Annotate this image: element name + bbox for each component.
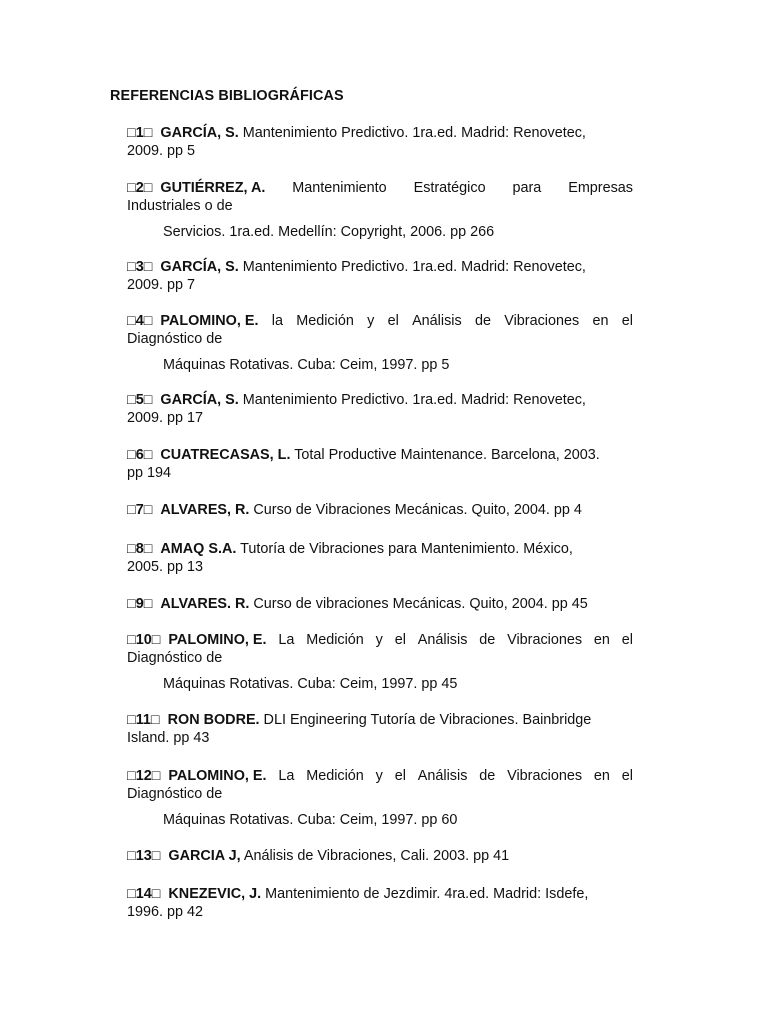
reference-first-line — [127, 540, 633, 558]
reference-word: Medición — [296, 313, 354, 329]
reference-text: Mantenimiento Predictivo. 1ra.ed. Madrid: Renovetec, — [238, 392, 586, 408]
reference-entry — [127, 179, 633, 241]
reference-word: Vibraciones — [504, 313, 580, 329]
reference-number: □9□ — [127, 596, 153, 612]
reference-word: y — [367, 313, 375, 329]
reference-word: el — [621, 768, 633, 784]
reference-number: □10□ — [127, 632, 161, 648]
reference-first-line — [127, 631, 633, 649]
reference-author: KNEZEVIC, J. — [168, 886, 262, 902]
reference-first-line — [127, 391, 633, 409]
reference-continuation: Island. pp 43 — [127, 730, 210, 746]
reference-number: □1□ — [127, 125, 153, 141]
reference-number: □11□ — [127, 712, 160, 728]
reference-entry — [127, 767, 633, 829]
reference-text: Mantenimiento de Jezdimir. 4ra.ed. Madrid: Isdefe, — [261, 886, 589, 902]
reference-first-line — [127, 312, 633, 330]
reference-author: GUTIÉRREZ, A. — [160, 180, 266, 196]
reference-number: □4□ — [127, 313, 153, 329]
reference-text: Curso de vibraciones Mecánicas. Quito, 2004. pp 45 — [249, 596, 588, 612]
reference-continuation: 1996. pp 42 — [127, 904, 204, 920]
reference-entry — [127, 885, 633, 921]
reference-word: y — [375, 632, 383, 648]
reference-number: □7□ — [127, 502, 153, 518]
reference-word: el — [621, 632, 633, 648]
reference-author: PALOMINO, E. — [168, 768, 267, 784]
reference-word: Análisis — [412, 313, 462, 329]
reference-continuation: 2009. pp 17 — [127, 410, 204, 426]
reference-first-line — [127, 767, 633, 785]
reference-number: □12□ — [127, 768, 161, 784]
reference-first-line — [127, 258, 633, 276]
reference-entry — [127, 124, 633, 160]
reference-entry — [127, 847, 633, 865]
reference-word: de — [479, 632, 496, 648]
reference-text: Mantenimiento Predictivo. 1ra.ed. Madrid: Renovetec, — [238, 125, 586, 141]
reference-indented-line: Máquinas Rotativas. Cuba: Ceim, 1997. pp 45 — [163, 676, 458, 692]
reference-entry — [127, 540, 633, 576]
reference-lead — [127, 767, 266, 785]
reference-author: PALOMINO, E. — [168, 632, 267, 648]
reference-indented-line: Máquinas Rotativas. Cuba: Ceim, 1997. pp 5 — [163, 357, 450, 373]
reference-word: Estratégico — [413, 180, 486, 196]
reference-first-line — [127, 501, 633, 519]
reference-entry — [127, 258, 633, 294]
reference-word: Análisis — [417, 632, 468, 648]
reference-author: PALOMINO, E. — [160, 313, 259, 329]
reference-continuation: Diagnóstico de — [127, 650, 223, 666]
page-title: REFERENCIAS BIBLIOGRÁFICAS — [110, 88, 344, 104]
reference-continuation: Diagnóstico de — [127, 786, 223, 802]
reference-word: en — [593, 632, 610, 648]
reference-continuation: 2009. pp 7 — [127, 277, 196, 293]
reference-entry — [127, 446, 633, 482]
reference-entry — [127, 501, 633, 519]
reference-word: La — [278, 768, 295, 784]
reference-first-line — [127, 446, 633, 464]
reference-word: de — [474, 313, 491, 329]
reference-indented-line: Servicios. 1ra.ed. Medellín: Copyright, 2006. pp 266 — [163, 224, 495, 240]
reference-word: Vibraciones — [507, 768, 583, 784]
reference-word: la — [271, 313, 283, 329]
reference-number: □6□ — [127, 447, 153, 463]
reference-word: Medición — [306, 768, 364, 784]
reference-word: Mantenimiento — [292, 180, 387, 196]
reference-word: el — [394, 768, 406, 784]
reference-lead — [127, 631, 266, 649]
reference-text: Total Productive Maintenance. Barcelona, 2003. — [290, 447, 600, 463]
reference-author: ALVARES. R. — [160, 596, 250, 612]
reference-author: CUATRECASAS, L. — [160, 447, 291, 463]
reference-text: DLI Engineering Tutoría de Vibraciones. Bainbridge — [259, 712, 592, 728]
reference-text: Mantenimiento Predictivo. 1ra.ed. Madrid: Renovetec, — [238, 259, 586, 275]
reference-continuation: Industriales o de — [127, 198, 233, 214]
reference-text: Tutoría de Vibraciones para Mantenimiento. México, — [236, 541, 573, 557]
reference-entry — [127, 711, 633, 747]
reference-word: Empresas — [568, 180, 633, 196]
reference-continuation: 2005. pp 13 — [127, 559, 204, 575]
reference-author: GARCÍA, S. — [160, 125, 239, 141]
reference-entry — [127, 595, 633, 613]
reference-word: en — [593, 768, 610, 784]
reference-entry — [127, 631, 633, 693]
reference-number: □5□ — [127, 392, 153, 408]
reference-word: el — [387, 313, 399, 329]
reference-text: Análisis de Vibraciones, Cali. 2003. pp 41 — [240, 848, 510, 864]
reference-word: el — [394, 632, 406, 648]
reference-word: Análisis — [417, 768, 468, 784]
reference-word: para — [512, 180, 542, 196]
reference-lead — [127, 179, 265, 197]
reference-first-line — [127, 711, 633, 729]
reference-author: AMAQ S.A. — [160, 541, 237, 557]
reference-word: y — [375, 768, 383, 784]
reference-number: □14□ — [127, 886, 161, 902]
reference-word: el — [621, 313, 633, 329]
reference-number: □8□ — [127, 541, 153, 557]
reference-text: Curso de Vibraciones Mecánicas. Quito, 2004. pp 4 — [249, 502, 582, 518]
reference-number: □2□ — [127, 180, 153, 196]
reference-word: de — [479, 768, 496, 784]
reference-entry — [127, 391, 633, 427]
reference-lead — [127, 312, 258, 330]
reference-word: en — [592, 313, 609, 329]
reference-word: La — [278, 632, 295, 648]
reference-entry — [127, 312, 633, 374]
reference-word: Vibraciones — [507, 632, 583, 648]
reference-continuation: pp 194 — [127, 465, 172, 481]
reference-author: RON BODRE. — [167, 712, 260, 728]
reference-number: □13□ — [127, 848, 161, 864]
reference-first-line — [127, 179, 633, 197]
reference-continuation: Diagnóstico de — [127, 331, 223, 347]
reference-first-line — [127, 124, 633, 142]
reference-first-line — [127, 885, 633, 903]
reference-number: □3□ — [127, 259, 153, 275]
reference-continuation: 2009. pp 5 — [127, 143, 196, 159]
reference-author: GARCIA J, — [168, 848, 241, 864]
reference-indented-line: Máquinas Rotativas. Cuba: Ceim, 1997. pp 60 — [163, 812, 458, 828]
reference-first-line — [127, 595, 633, 613]
reference-author: ALVARES, R. — [160, 502, 250, 518]
reference-author: GARCÍA, S. — [160, 392, 239, 408]
reference-author: GARCÍA, S. — [160, 259, 239, 275]
reference-word: Medición — [306, 632, 364, 648]
reference-first-line — [127, 847, 633, 865]
